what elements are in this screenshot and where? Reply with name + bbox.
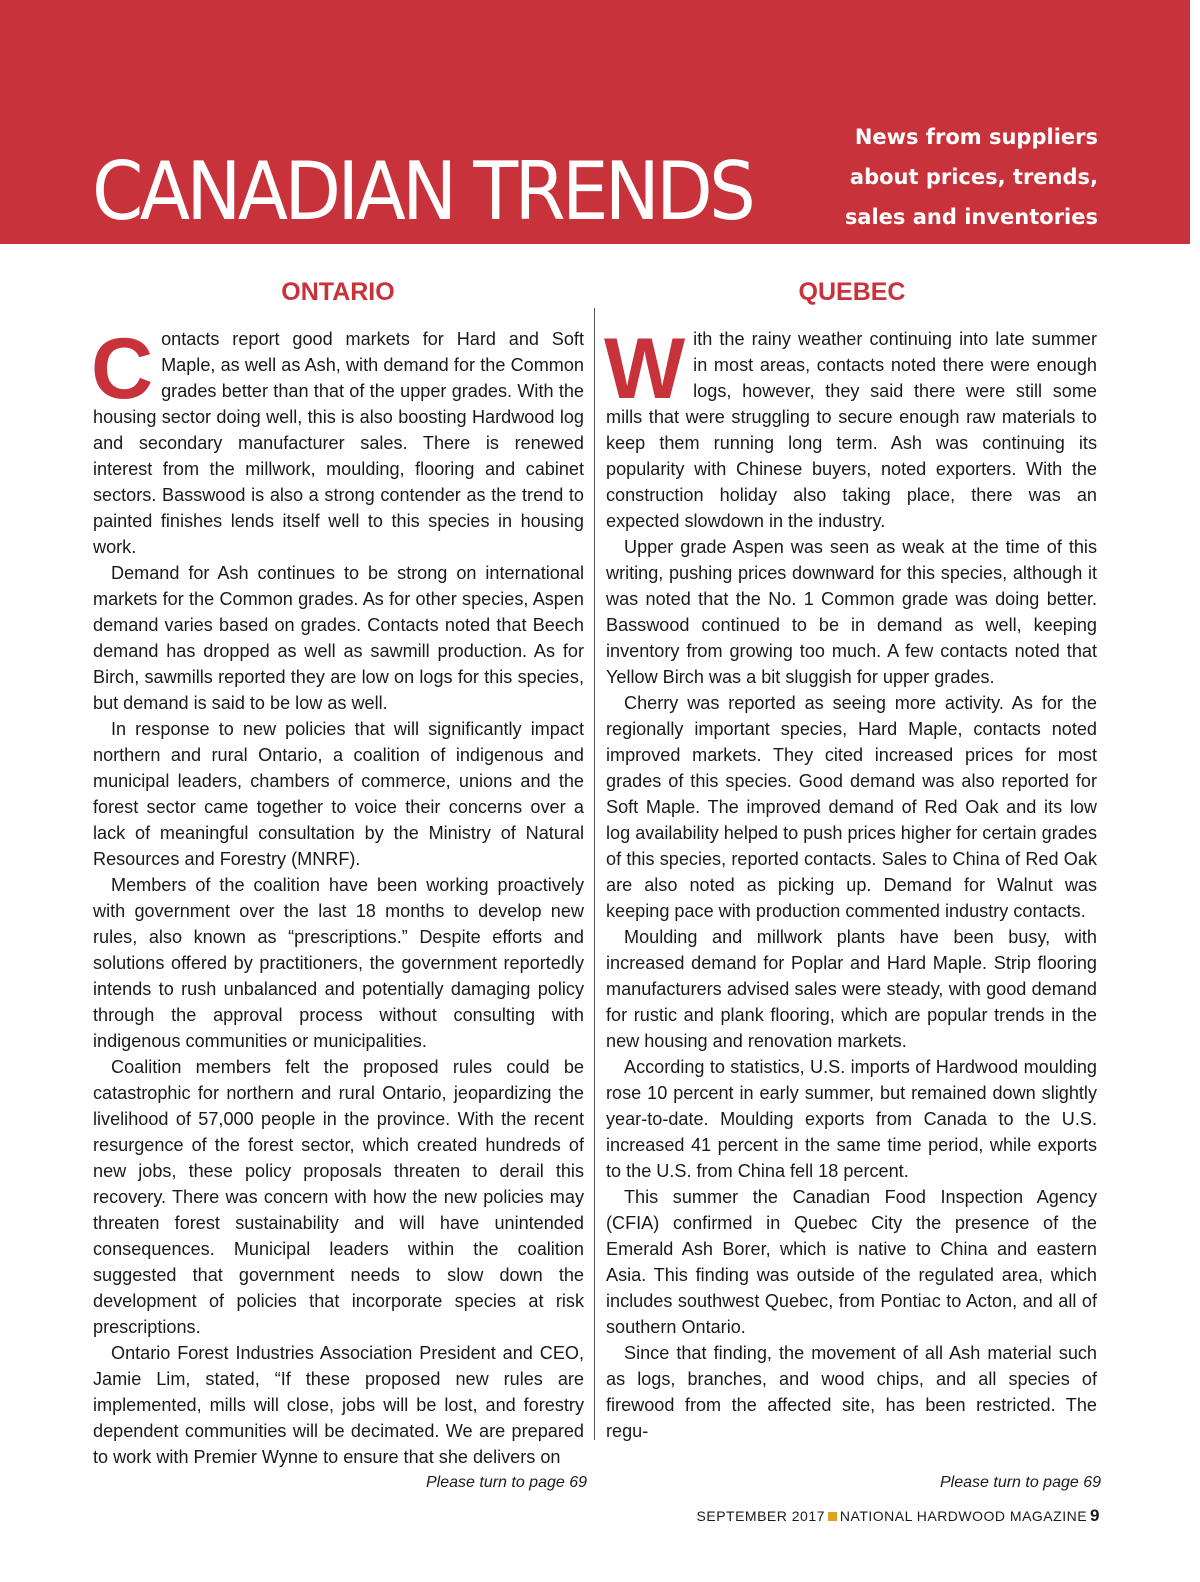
article-paragraph: In response to new policies that will significantly impact northern and rural Ontario, a coalition of indigenous and municipal leaders, chambers of commerce, unions and the forest sector came together to voice their concerns over a lack of meaningful consultation by the Ministry of Natural Resources and Forestry (MNRF). [93,719,584,869]
article-paragraph: According to statistics, U.S. imports of Hardwood moulding rose 10 percent in early summer, but remained down slightly year-to-date. Moulding exports from Canada to the U.S. increased 41 percent in the same time period, while exports to the U.S. from China fell 18 percent. [606,1057,1097,1181]
header-subtitle [768,117,1098,237]
page-footer [697,1506,1100,1526]
article-paragraph: Demand for Ash continues to be strong on international markets for the Common grades. As for other species, Aspen demand varies based on grades. Contacts noted that Beech demand has dropped as well as sawmill production. As for Birch, sawmills reported they are low on logs for this species, but demand is said to be low as well. [93,563,584,713]
ontario-heading: ONTARIO [281,278,395,306]
article-paragraph: With the rainy weather continuing into late summer in most areas, contacts noted there were enough logs, however, they said there were still some mills that were struggling to secure enough raw materials to keep them running long term. Ash was continuing its popularity with Chinese buyers, noted exporters. With the construction holiday also taking place, there was an expected slowdown in the industry. [604,321,1097,531]
continued-note: Please turn to page 69 [426,1474,588,1491]
page-title: CANADIAN TRENDS [92,145,753,238]
subtitle-line: News from suppliers [854,125,1098,149]
quebec-column [604,321,1097,1444]
article-paragraph: Cherry was reported as seeing more activity. As for the regionally important species, Hard Maple, contacts noted improved markets. They cited increased prices for most grades of this species. Good demand was also reported for Soft Maple. The improved demand of Red Oak and its low log availability helped to push prices higher for certain grades of this species, reported contacts. Sales to China of Red Oak are also noted as picking up. Demand for Walnut was keeping pace with production commented industry contacts. [606,693,1097,921]
article-paragraph: Ontario Forest Industries Association President and CEO, Jamie Lim, stated, “If these proposed new rules are implemented, mills will close, jobs will be lost, and forestry dependent communities will be decimated. We are prepared to work with Premier Wynne to ensure that she delivers on [93,1343,584,1467]
quebec-heading: QUEBEC [798,278,906,306]
article-paragraph: Contacts report good markets for Hard and Soft Maple, as well as Ash, with demand for the Common grades better than that of the upper grades. With the housing sector doing well, this is also boosting Hardwood log and secondary manufacturer sales. There is renewed interest from the millwork, moulding, flooring and cabinet sectors. Basswood is also a strong contender as the trend to painted finishes lends itself well to this species in housing work. [91,321,584,557]
subtitle-line: sales and inventories [844,205,1098,229]
article-paragraph: Moulding and millwork plants have been busy, with increased demand for Poplar and Hard Maple. Strip flooring manufacturers advised sales were steady, with good demand for rustic and plank flooring, which are popular trends in the new housing and renovation markets. [606,927,1097,1051]
ontario-column [91,321,584,1470]
article-paragraph: Since that finding, the movement of all Ash material such as logs, branches, and wood chips, and all species of firewood from the affected site, has been restricted. The regu- [606,1343,1097,1441]
subtitle-line: about prices, trends, [849,165,1098,189]
footer-issue: SEPTEMBER 2017 [696,1508,825,1524]
drop-cap: C [91,321,154,417]
continued-note: Please turn to page 69 [940,1474,1102,1491]
article-paragraph: Upper grade Aspen was seen as weak at the time of this writing, pushing prices downward for this species, although it was noted that the No. 1 Common grade was doing better. Basswood continued to be in demand as well, keeping inventory from growing too much. A few contacts noted that Yellow Birch was a bit sluggish for upper grades. [606,537,1097,687]
header-banner [0,0,1190,244]
square-icon [828,1512,837,1521]
footer-magazine: NATIONAL HARDWOOD MAGAZINE [839,1508,1088,1524]
article-paragraph: This summer the Canadian Food Inspection Agency (CFIA) confirmed in Quebec City the presence of the Emerald Ash Borer, which is native to China and eastern Asia. This finding was outside of the regulated area, which includes southwest Quebec, from Pontiac to Acton, and all of southern Ontario. [606,1187,1097,1337]
drop-cap: W [604,321,686,417]
column-divider [594,308,595,1440]
article-paragraph: Members of the coalition have been working proactively with government over the last 18 months to develop new rules, also known as “prescriptions.” Despite efforts and solutions offered by practitioners, the government reportedly intends to rush unbalanced and potentially damaging policy through the approval process without consulting with indigenous communities or municipalities. [93,875,584,1051]
page-number: 9 [1090,1506,1100,1525]
article-paragraph: Coalition members felt the proposed rules could be catastrophic for northern and rural Ontario, jeopardizing the livelihood of 57,000 people in the province. With the recent resurgence of the forest sector, which created hundreds of new jobs, these policy proposals threaten to derail this recovery. There was concern with how the new policies may threaten forest sustainability and will have unintended consequences. Municipal leaders within the coalition suggested that government needs to slow down the development of policies that incorporate species at risk prescriptions. [93,1057,584,1337]
